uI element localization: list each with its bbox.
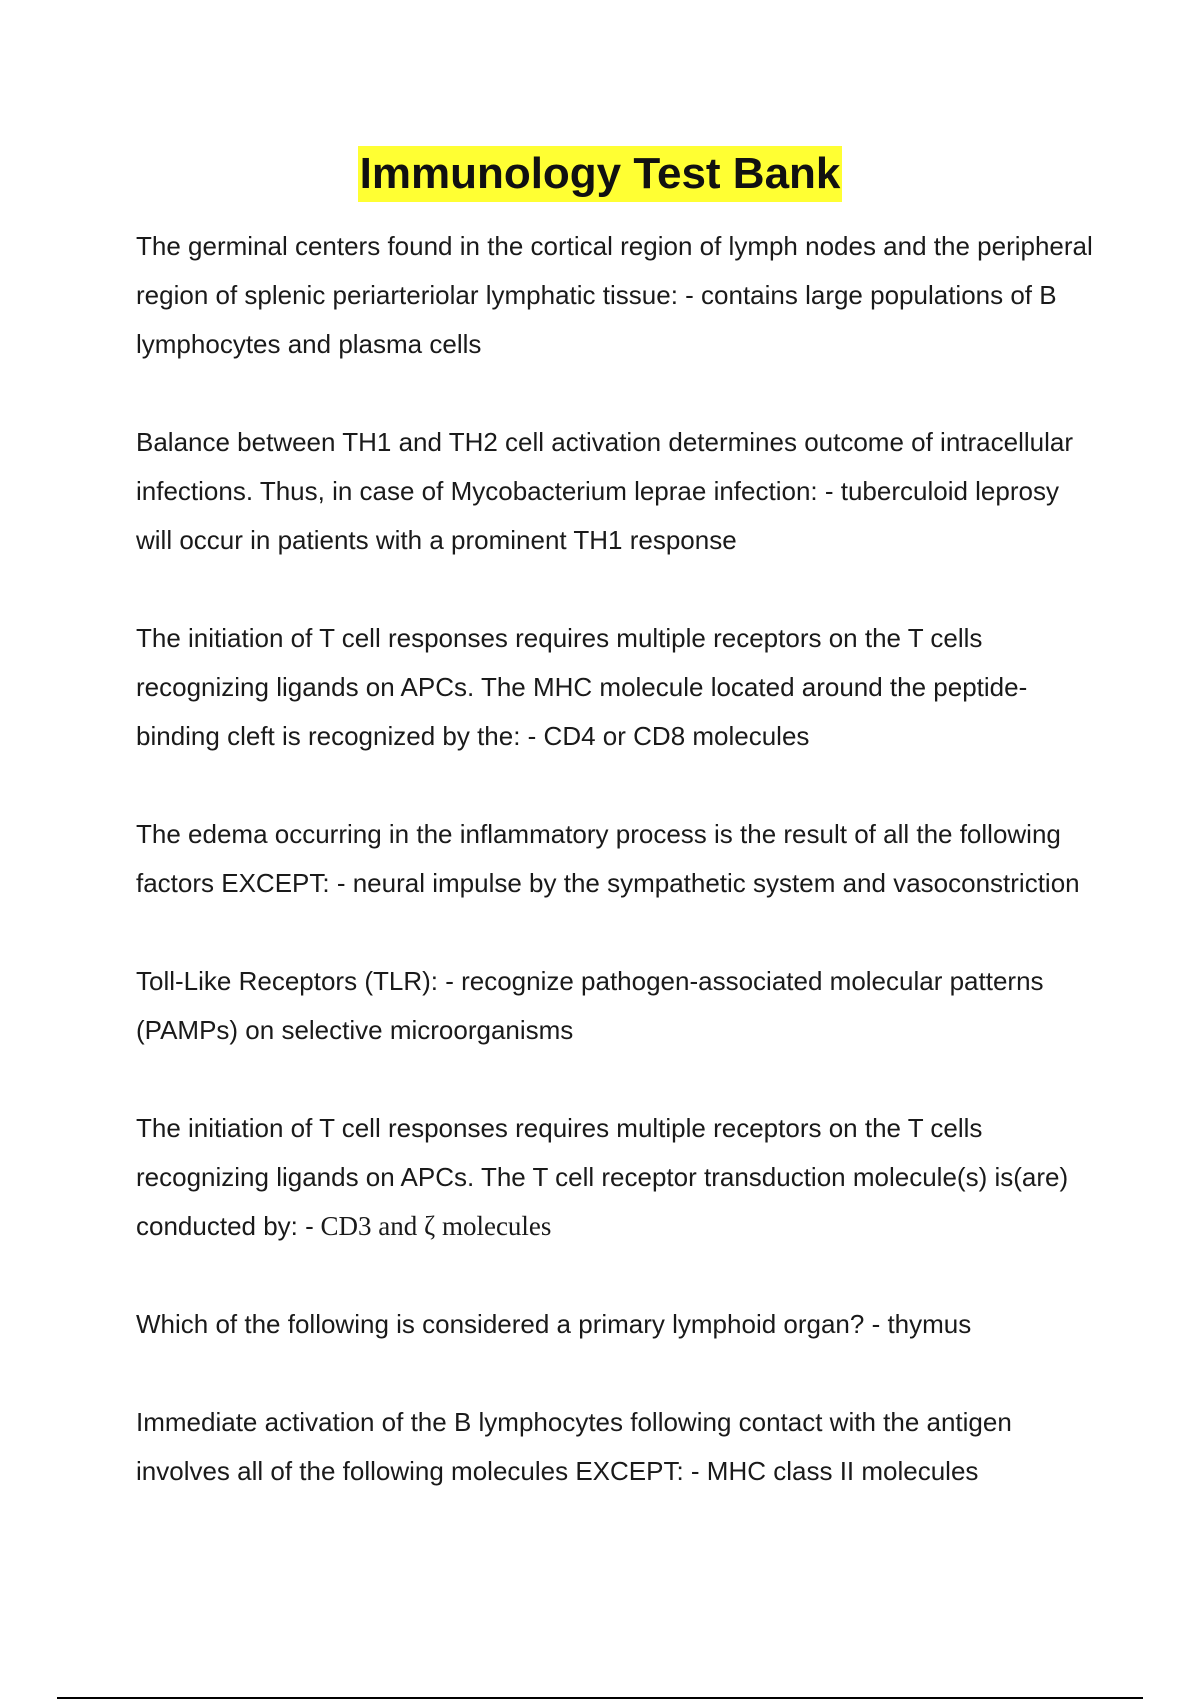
question-list [136, 222, 1096, 1496]
question-item-3 [136, 614, 1096, 761]
page-title: Immunology Test Bank [358, 146, 843, 202]
footer-divider [57, 1697, 1143, 1699]
question-text: The initiation of T cell responses requires multiple receptors on the T cells recognizing ligands on APCs. The T cell receptor transduction molecule(s) is(are) conducted by: - [136, 1113, 1069, 1241]
question-text: The germinal centers found in the cortical region of lymph nodes and the peripheral region of splenic periarteriolar lymphatic tissue: - contains large populations of B lymphocytes and plasma cells [136, 231, 1093, 359]
title-container [0, 146, 1200, 202]
question-item-5 [136, 957, 1096, 1055]
question-text: The edema occurring in the inflammatory process is the result of all the following factors EXCEPT: - neural impulse by the sympathetic system and vasoconstriction [136, 819, 1080, 898]
answer-text-serif: CD3 and ζ molecules [313, 1211, 552, 1241]
question-item-7 [136, 1300, 1096, 1349]
question-item-2 [136, 418, 1096, 565]
question-text: The initiation of T cell responses requires multiple receptors on the T cells recognizing ligands on APCs. The MHC molecule located around the peptide-binding cleft is recognized by the: - CD4 or CD8 molecules [136, 623, 1028, 751]
question-text: Immediate activation of the B lymphocytes following contact with the antigen involves all of the following molecules EXCEPT: - MHC class II molecules [136, 1407, 1012, 1486]
question-item-6 [136, 1104, 1096, 1251]
question-text: Toll-Like Receptors (TLR): - recognize pathogen-associated molecular patterns (PAMPs) on selective microorganisms [136, 966, 1044, 1045]
question-item-1 [136, 222, 1096, 369]
question-text: Which of the following is considered a primary lymphoid organ? - thymus [136, 1309, 972, 1339]
question-item-8 [136, 1398, 1096, 1496]
question-item-4 [136, 810, 1096, 908]
question-text: Balance between TH1 and TH2 cell activation determines outcome of intracellular infections. Thus, in case of Mycobacterium leprae infection: - tuberculoid leprosy will occur in patients with a prominent TH1 response [136, 427, 1073, 555]
